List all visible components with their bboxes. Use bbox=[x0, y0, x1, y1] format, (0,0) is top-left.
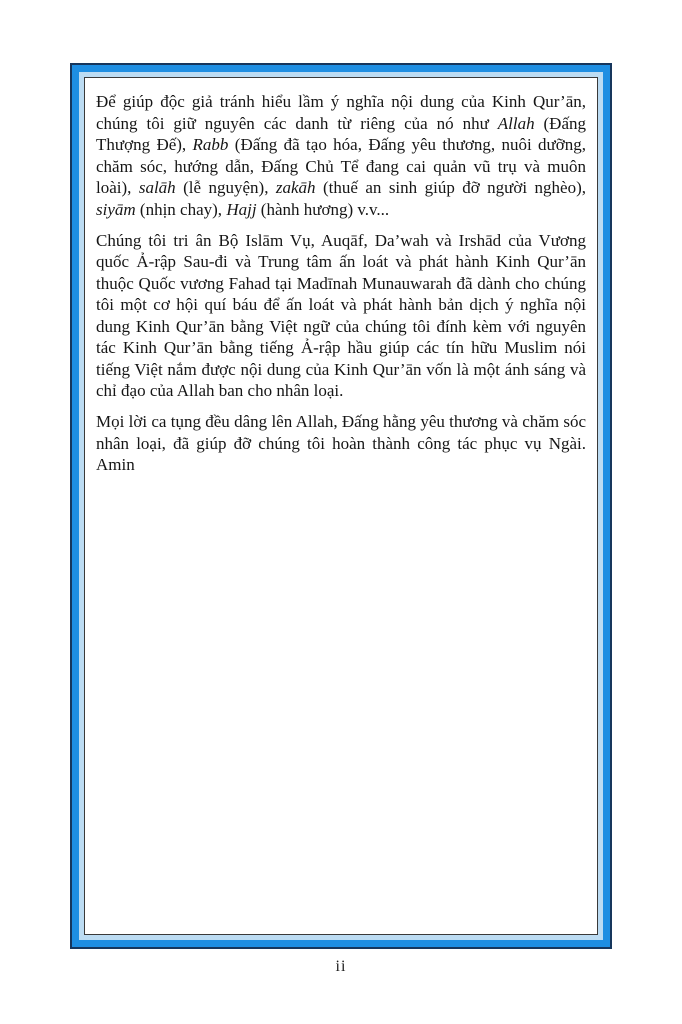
text-run: Mọi lời ca tụng đều dâng lên Allah, Đấng hằng yêu thương và chăm sóc nhân loại, đã giúp đỡ chúng tôi hoàn thành công tác phục vụ Ngài. Amin bbox=[96, 412, 586, 474]
page-border-frame bbox=[70, 63, 612, 949]
text-run: (thuế an sinh giúp đỡ người nghèo), bbox=[315, 178, 586, 197]
page-number: ii bbox=[335, 958, 347, 975]
italic-term: Hajj bbox=[226, 199, 257, 219]
italic-term: salāh bbox=[138, 178, 176, 197]
text-run: (hành hương) v.v... bbox=[256, 199, 390, 219]
border-blue-band bbox=[72, 65, 610, 947]
paragraph bbox=[96, 411, 586, 476]
text-block bbox=[96, 91, 586, 476]
text-run: Chúng tôi tri ân Bộ Islām Vụ, Auqāf, Da’wah và Irshād của Vương quốc Ả-rập Sau-đi và Trung tâm ấn loát và phát hành Kinh Qur’ān thuộc Quốc vương Fahad tại Madīnah Munauwarah đã dành cho chúng tôi một cơ hội quí báu để ấn loát và phát hành bản dịch ý nghĩa nội dung Kinh Qur’ān bằng Việt ngữ của chúng tôi đính kèm với nguyên tác Kinh Qur’ān bằng tiếng Ả-rập hầu giúp các tín hữu Muslim nói tiếng Việt nắm được nội dung của Kinh Qur’ān vốn là một ánh sáng và chỉ đạo của Allah ban cho nhân loại. bbox=[96, 230, 586, 400]
content-area bbox=[84, 77, 598, 935]
italic-term: zakāh bbox=[275, 178, 316, 197]
text-run: Để giúp độc giả tránh hiểu lầm ý nghĩa nội dung của Kinh Qur’ān, chúng tôi giữ nguyên các danh từ riêng của nó như bbox=[96, 92, 586, 133]
italic-term: Rabb bbox=[192, 135, 229, 154]
text-run: (lễ nguyện), bbox=[175, 178, 276, 197]
paragraph bbox=[96, 91, 586, 220]
text-run: (Đấng đã tạo hóa, Đấng yêu thương, nuôi dưỡng, chăm sóc, hướng dẫn, Đấng Chủ Tể đang cai quản vũ trụ và muôn loài), bbox=[96, 135, 586, 197]
text-run: (nhịn chay), bbox=[135, 199, 227, 219]
italic-term: Allah bbox=[497, 113, 535, 133]
paragraph bbox=[96, 230, 586, 402]
text-run: (Đấng Thượng Đế), bbox=[96, 113, 587, 154]
italic-term: siyām bbox=[96, 199, 136, 219]
border-lightblue-band bbox=[79, 72, 603, 940]
